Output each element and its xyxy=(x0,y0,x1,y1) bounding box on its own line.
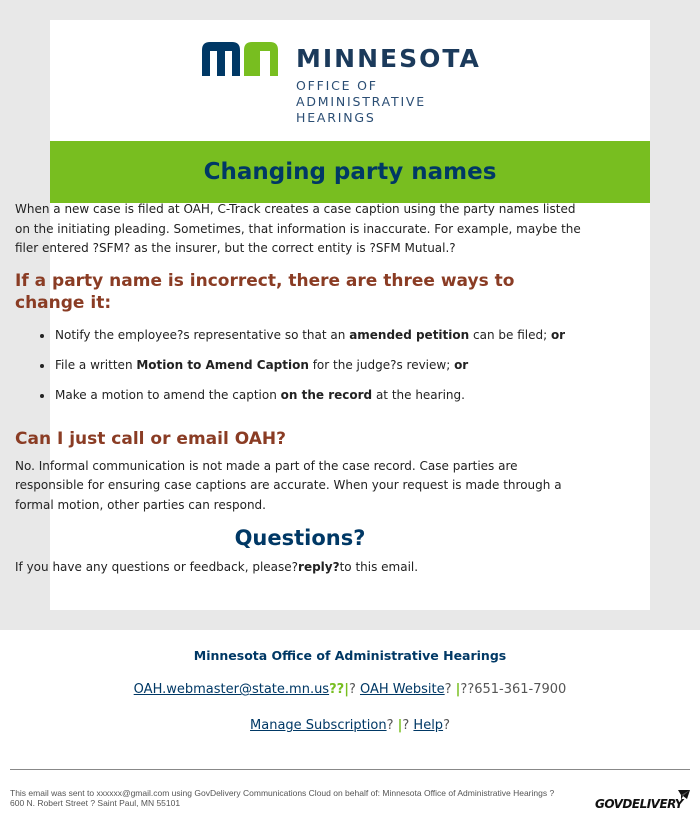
reply-bold: reply? xyxy=(298,559,340,574)
separator: | xyxy=(455,682,461,697)
item-bold: or xyxy=(550,327,566,342)
logo-sub-line: HEARINGS xyxy=(296,110,376,125)
item-text: Make a motion to amend the caption xyxy=(55,387,281,402)
ways-list xyxy=(40,326,585,416)
item-bold: amended petition xyxy=(349,327,470,342)
item-text: for the judge?s review; xyxy=(308,357,455,372)
questions-text: to this email. xyxy=(339,559,419,574)
questions-heading: Questions? xyxy=(234,526,366,550)
call-paragraph: No. Informal communication is not made a part of the case record. Case parties are responsible for ensuring case captions are accurate. When your request is made through a formal motion, other parties can respond. xyxy=(15,458,562,512)
item-text: can be filed; xyxy=(469,327,551,342)
separator: | xyxy=(397,718,403,733)
separator: ? xyxy=(402,718,414,733)
item-text: File a written xyxy=(55,357,137,372)
email-link[interactable]: OAH.webmaster@state.mn.us xyxy=(133,682,330,697)
section-heading-call: Can I just call or email OAH? xyxy=(15,428,286,449)
item-bold: on the record xyxy=(280,387,373,402)
questions-paragraph xyxy=(15,558,585,578)
footer-legal-text: This email was sent to xxxxxx@gmail.com using GovDelivery Communications Cloud on behalf of: Minnesota Office of Administrative Hearings ? 600 N. Robert Street ? Saint Paul, MN 55101 xyxy=(10,788,555,808)
title-banner xyxy=(50,141,650,203)
help-link[interactable]: Help xyxy=(413,718,444,733)
mn-logo xyxy=(202,38,512,128)
questions-text: If you have any questions or feedback, please? xyxy=(15,559,299,574)
logo-sub-line: OFFICE OF xyxy=(296,78,378,93)
separator: ? xyxy=(444,682,456,697)
logo-name: MINNESOTA xyxy=(296,44,481,73)
govdelivery-wordmark: GOVDELIVERY xyxy=(595,797,683,811)
logo-subtitle xyxy=(296,78,426,126)
phone-number: ??651-361-7900 xyxy=(460,682,567,697)
item-text: Notify the employee?s representative so that an xyxy=(55,327,350,342)
separator: ? xyxy=(443,718,450,733)
item-bold: Motion to Amend Caption xyxy=(136,357,309,372)
list-item xyxy=(40,326,585,356)
footer-contact-line xyxy=(0,682,700,697)
separator: ? xyxy=(386,718,398,733)
item-bold: or xyxy=(454,357,469,372)
envelope-icon xyxy=(677,789,691,801)
separator: ?? xyxy=(329,682,345,697)
footer-org-name: Minnesota Office of Administrative Hearings xyxy=(193,648,507,663)
mn-logo-mark-icon xyxy=(202,42,282,76)
manage-subscription-link[interactable]: Manage Subscription xyxy=(250,718,387,733)
separator: ? xyxy=(348,682,360,697)
page-title: Changing party names xyxy=(203,159,497,185)
intro-paragraph: When a new case is filed at OAH, C-Track creates a case caption using the party names listed on the initiating pleading. Sometimes, that information is inaccurate. For example, maybe the filer entered ?SFM? as the insurer, but the correct entity is ?SFM Mutual.? xyxy=(15,202,581,255)
email-footer xyxy=(0,630,700,822)
list-item xyxy=(40,386,585,416)
email-body xyxy=(15,200,585,577)
section-heading-ways: If a party name is incorrect, there are three ways to change it: xyxy=(15,270,515,313)
list-item xyxy=(40,356,585,386)
logo-sub-line: ADMINISTRATIVE xyxy=(296,94,426,109)
footer-divider xyxy=(10,769,690,770)
item-text: at the hearing. xyxy=(372,387,465,402)
separator: | xyxy=(344,682,349,697)
footer-manage-line xyxy=(0,718,700,733)
website-link[interactable]: OAH Website xyxy=(359,682,445,697)
